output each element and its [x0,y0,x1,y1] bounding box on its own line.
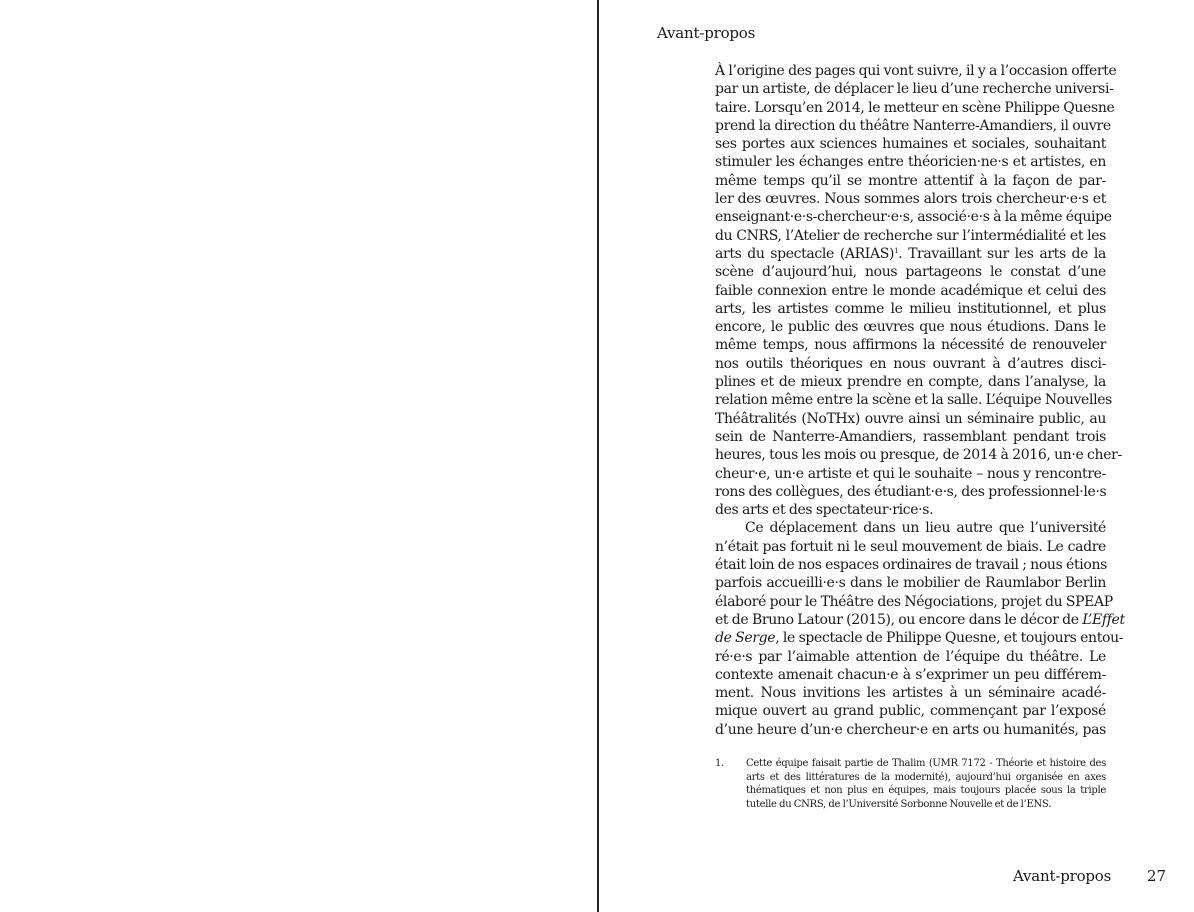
text-line: sein de Nanterre-Amandiers, rassemblant pendant trois [715,428,1106,445]
running-head: Avant-propos [657,24,756,42]
footnote-line: tutelle du CNRS, de l’Université Sorbonne Nouvelle et de l’ENS. [746,798,1051,810]
text-line: stimuler les échanges entre théoricien·ne·s et artistes, en [715,154,1106,171]
italic-title: de Serge [715,630,776,647]
text-line: d’une heure d’un·e chercheur·e en arts ou humanités, pas [715,721,1106,738]
body-text [715,62,1125,739]
text-line: enseignant·e·s-chercheur·e·s, associé·e·s à la même équipe [715,209,1112,226]
text-line: même temps qu’il se montre attentif à la façon de par- [715,172,1106,189]
text-line: relation même entre la scène et la salle. L’équipe Nouvelles [715,392,1113,409]
text-line: Théâtralités (NoTHx) ouvre ainsi un séminaire public, au [715,410,1106,427]
text-line: n’était pas fortuit ni le seul mouvement de biais. Le cadre [715,538,1106,555]
footnote-text [746,757,1106,811]
text-line: plines et de mieux prendre en compte, dans l’analyse, la [715,374,1106,391]
text-line: était loin de nos espaces ordinaires de travail ; nous étions [715,557,1107,574]
text-fragment: arts du spectacle (ARIAS) [715,245,895,262]
footnote-number: 1. [715,758,724,769]
text-line: du CNRS, l’Atelier de recherche sur l’intermédialité et les [715,227,1106,244]
text-line: parfois accueilli·e·s dans le mobilier de Raumlabor Berlin [715,575,1106,592]
text-line: mique ouvert au grand public, commençant par l’exposé [715,703,1106,720]
text-line: rons des collègues, des étudiant·e·s, des professionnel·le·s [715,483,1107,500]
text-line: nos outils théoriques en nous ouvrant à d’autres disci- [715,355,1106,372]
footnote-line: Cette équipe faisait partie de Thalim (UMR 7172 - Théorie et histoire des [746,758,1106,769]
text-line: prend la direction du théâtre Nanterre-Amandiers, il ouvre [715,117,1111,134]
text-line: ment. Nous invitions les artistes à un séminaire acadé- [715,685,1106,702]
text-fragment: et de Bruno Latour (2015), ou encore dans le décor de [715,611,1079,628]
text-line: par un artiste, de déplacer le lieu d’une recherche universi- [715,81,1114,98]
footnote-reference: 1 [894,246,899,255]
text-line: faible connexion entre le monde académique et celui des [715,282,1106,299]
text-line: scène d’aujourd’hui, nous partageons le constat d’une [715,264,1106,281]
text-line: taire. Lorsqu’en 2014, le metteur en scène Philippe Quesne [715,99,1115,116]
text-line: élaboré pour le Théâtre des Négociations, projet du SPEAP [715,593,1113,610]
text-line: À l’origine des pages qui vont suivre, il y a l’occasion offerte [715,63,1117,79]
text-line: cheur·e, un·e artiste et qui le souhaite – nous y rencontre- [715,465,1106,482]
text-fragment: . Travaillant sur les arts de la [898,245,1106,262]
text-line-with-footnote-ref [715,245,1106,263]
footer-section-title: Avant-propos [1013,867,1112,885]
footnote-line: arts et des littératures de la modernité), aujourd’hui organisée en axes [746,771,1106,783]
right-page [599,0,1194,912]
text-line-with-italic [715,611,1125,629]
text-line: des arts et des spectateur·rice·s. [715,502,934,519]
text-line: encore, le public des œuvres que nous étudions. Dans le [715,319,1106,336]
italic-title: L’Effet [1082,611,1125,628]
text-fragment: , le spectacle de Philippe Quesne, et toujours entou- [775,630,1124,647]
text-line: même temps, nous affirmons la nécessité de renouveler [715,337,1106,354]
text-line: heures, tous les mois ou presque, de 2014 à 2016, un·e cher- [715,447,1122,464]
text-line: ré·e·s par l’aimable attention de l’équipe du théâtre. Le [715,648,1106,665]
text-line: ses portes aux sciences humaines et sociales, souhaitant [715,136,1106,153]
page-number: 27 [1147,867,1167,885]
text-line: Ce déplacement dans un lieu autre que l’université [745,520,1106,537]
footnote-line: thématiques et non plus en équipes, mais toujours placée sous la triple [746,785,1106,797]
text-line: contexte amenait chacun·e à s’exprimer un peu différem- [715,666,1106,683]
text-line: arts, les artistes comme le milieu institutionnel, et plus [715,300,1106,317]
text-line: ler des œuvres. Nous sommes alors trois chercheur·e·s et [715,191,1106,208]
text-line-with-italic [715,629,1124,647]
